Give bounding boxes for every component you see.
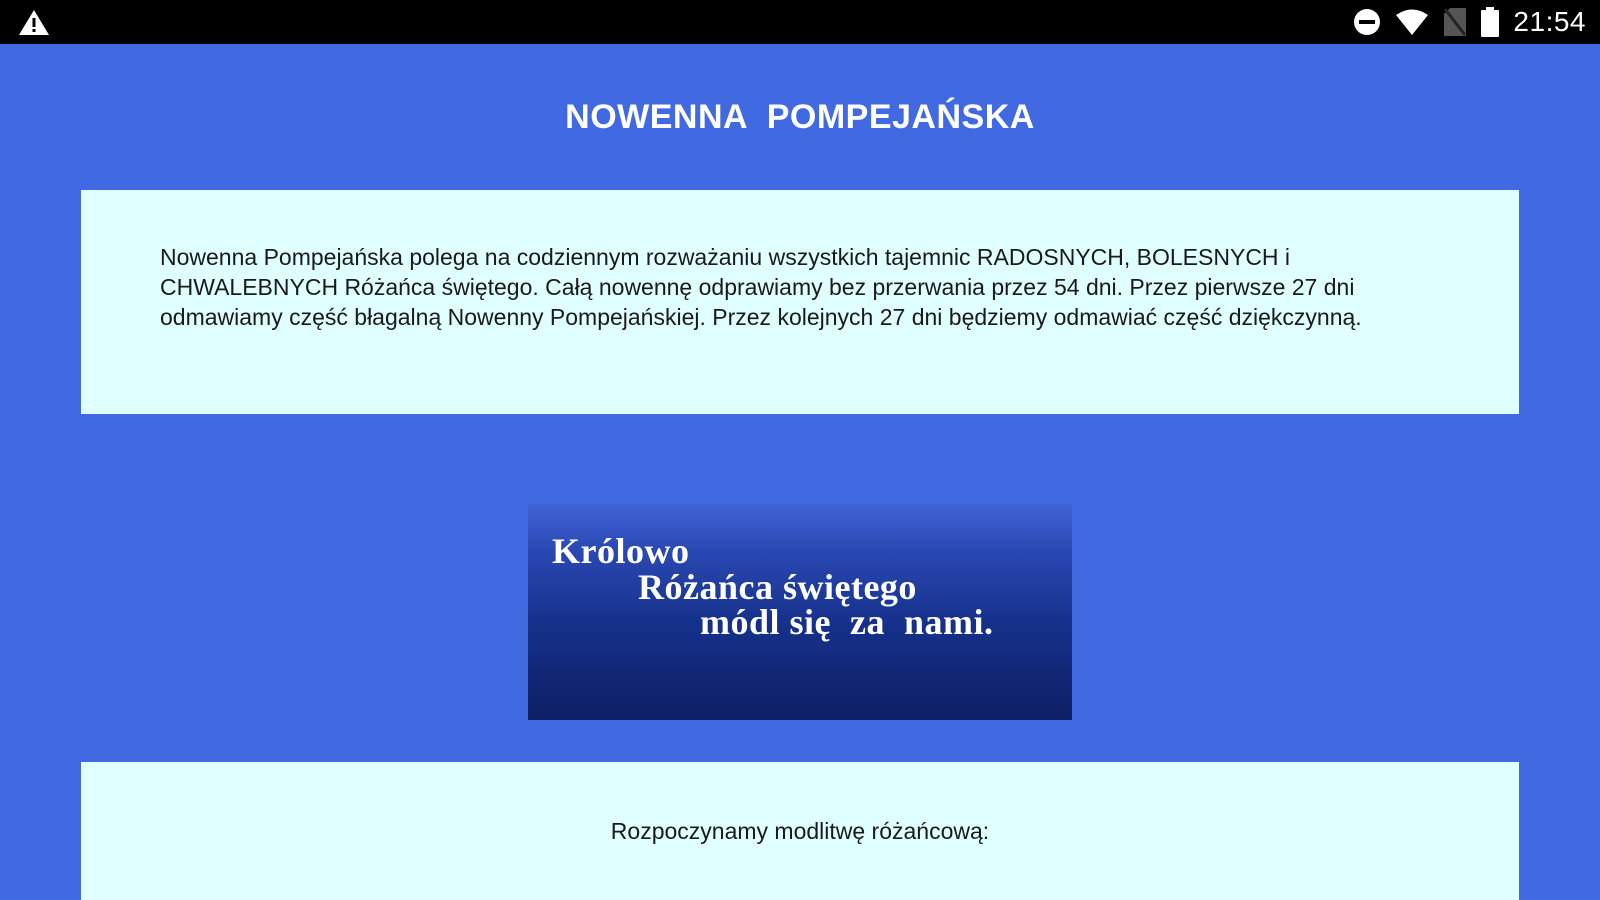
page-title: NOWENNA POMPEJAŃSKA bbox=[565, 98, 1035, 136]
do-not-disturb-icon bbox=[1353, 8, 1381, 36]
prayer-start-text: Rozpoczynamy modlitwę różańcową: bbox=[610, 818, 990, 844]
intro-card bbox=[81, 190, 1519, 414]
battery-icon bbox=[1481, 7, 1499, 37]
wifi-icon bbox=[1395, 8, 1429, 36]
warning-icon bbox=[18, 8, 50, 36]
prayer-card bbox=[81, 762, 1519, 900]
status-bar bbox=[0, 0, 1600, 44]
status-time: 21:54 bbox=[1513, 6, 1586, 37]
no-sim-icon bbox=[1443, 7, 1467, 37]
status-icons bbox=[1353, 0, 1586, 44]
banner-line-2: Różańca świętego bbox=[638, 567, 917, 607]
intro-text: Nowenna Pompejańska polega na codziennym rozważaniu wszystkich tajemnic RADOSNYCH, BOLESNYCH i CHWALEBNYCH Różańca świętego. Całą nowennę odprawiamy bez przerwania przez 54 dni. Przez pierwsze 27 dni odmawiamy część błagalną Nowenny Pompejańskiej. Przez kolejnych 27 dni będziemy odmawiać część dziękczynną. bbox=[160, 244, 1362, 330]
banner-line-3: módl się za nami. bbox=[700, 602, 994, 642]
prayer-banner-image bbox=[528, 504, 1072, 720]
banner-line-1: Królowo bbox=[552, 531, 690, 571]
